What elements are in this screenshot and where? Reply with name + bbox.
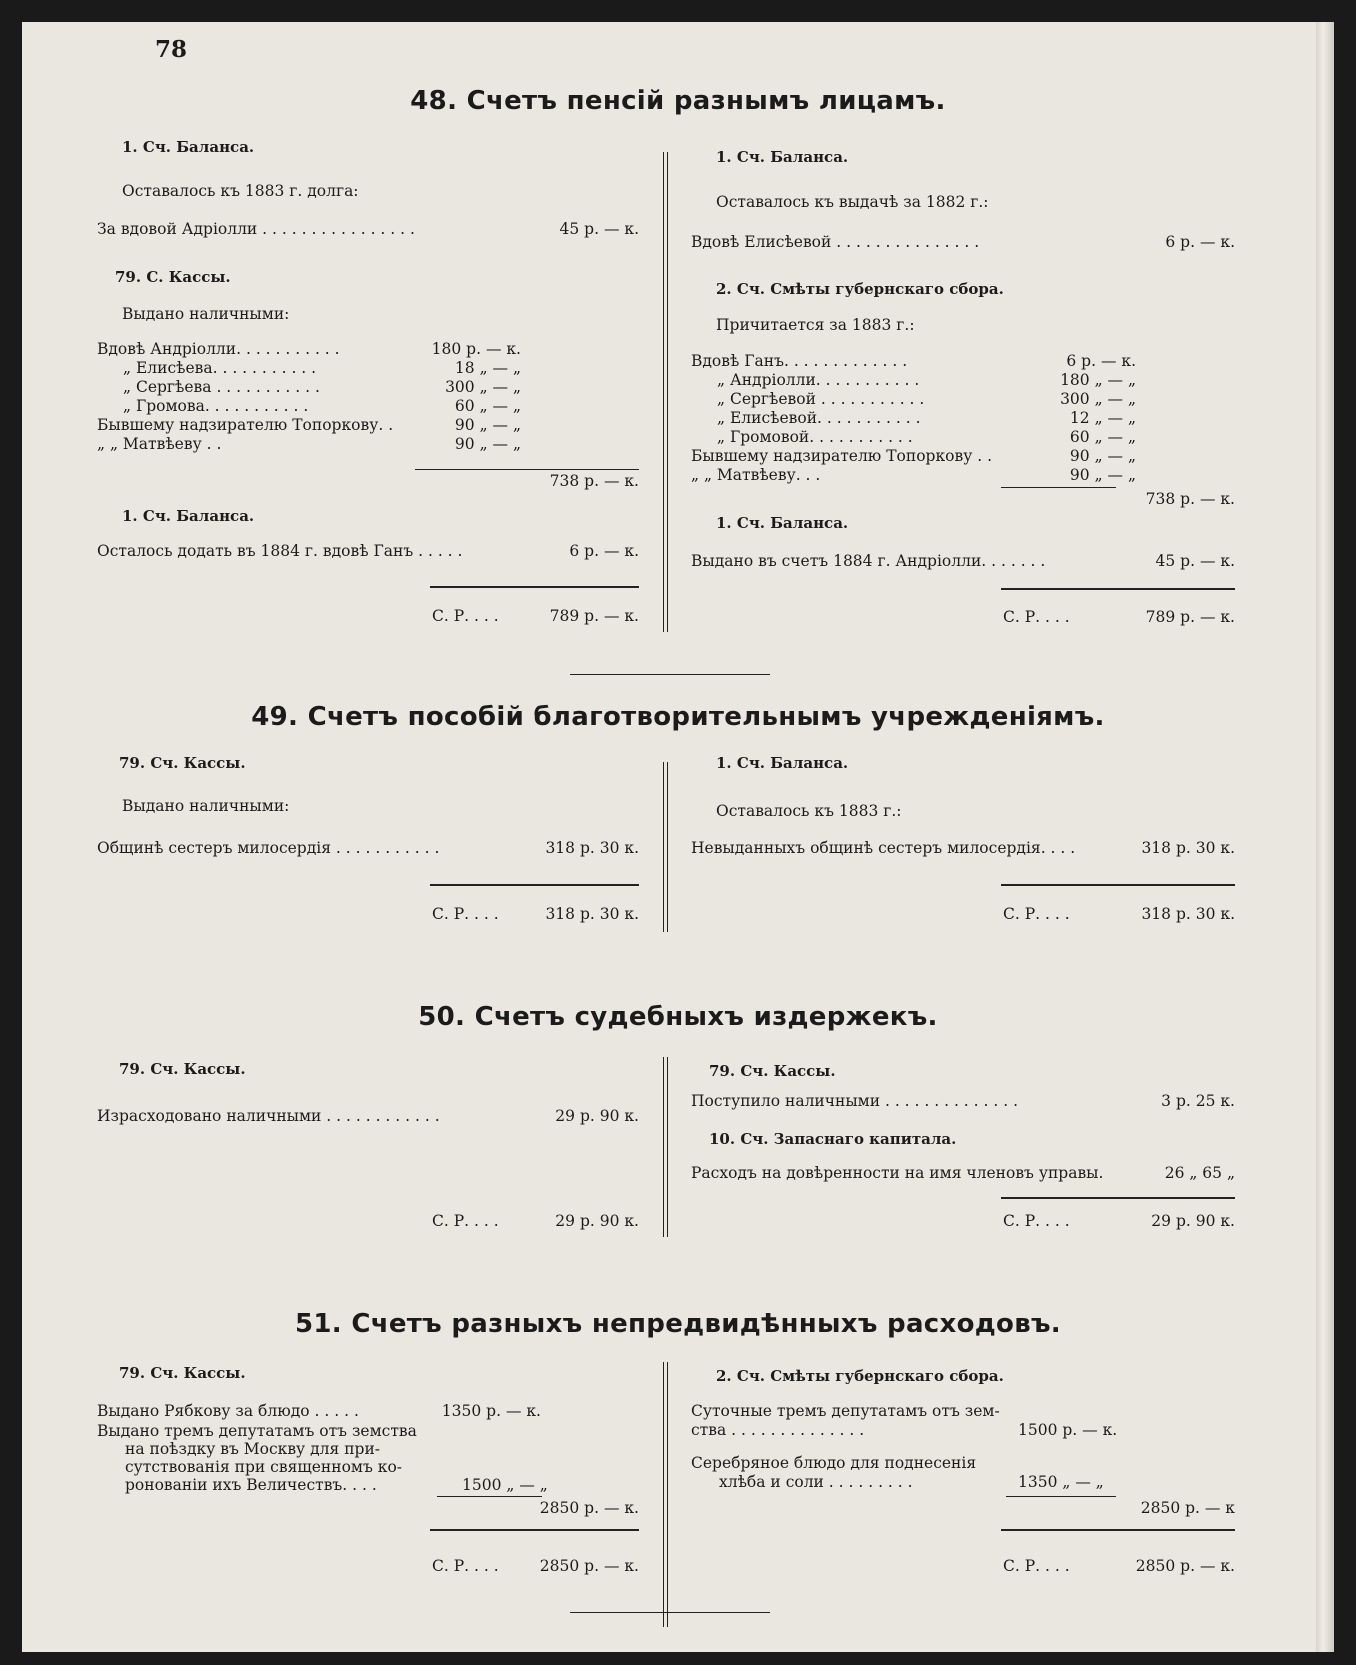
section-48-title: 48. Счетъ пенсій разнымъ лицамъ. bbox=[410, 86, 946, 116]
s48-left-header-1: 1. Сч. Баланса. bbox=[122, 138, 255, 156]
list-item-amount: 90 „ — „ bbox=[1069, 466, 1136, 484]
list-item-label: Вдовѣ Андріолли. . . . . . . . . . . bbox=[97, 340, 340, 358]
list-item-label: „ Сергѣева . . . . . . . . . . . bbox=[123, 378, 320, 396]
s49-right-header-1: 1. Сч. Баланса. bbox=[716, 754, 849, 772]
s50-left-sum-label: С. Р. . . . bbox=[432, 1212, 499, 1230]
s51-left-subtotal: 2850 р. — к. bbox=[539, 1499, 639, 1517]
s49-left-sum-label: С. Р. . . . bbox=[432, 905, 499, 923]
section-48-right: 1. Сч. Баланса. Оставалось къ выдачѣ за 1882 г.: Вдовѣ Елисѣевой . . . . . . . . . . . . . . . 6 р. — к. 2. Сч. Смѣты губернскаго сбора. Причитается за 1883 г.: Вдовѣ Ганъ. . . . . . . . . . . . . 6 р. — к. „ Андріолли. . . . . . . . . . . 180 „ — „ „ Сергѣевой . . . . . . . . . . . 300 „ — „ „ Елисѣевой. . . . . . . . . . . 12 „ — „ „ Громовой. . . . . . . . . . . 60 „ — „ Бывшему надзирателю Топоркову . . 90 „ — „ „ „ Матвѣеву. . . 90 „ — „ 738 р. — к. 1. Сч. Баланса. Выдано въ счетъ 1884 г. Андріолли. . . . . . . 45 р. — к. С. Р. . . . 789 р. — к. bbox=[691, 148, 1235, 626]
section-50-left: 79. Сч. Кассы. Израсходовано наличными . . . . . . . . . . . . 29 р. 90 к. С. Р. . . . 29 р. 90 к. bbox=[97, 1060, 639, 1230]
s48-left-header-2: 79. С. Кассы. bbox=[115, 268, 231, 286]
list-item-label: „ Елисѣева. . . . . . . . . . . bbox=[123, 359, 317, 377]
list-item-amount: 60 „ — „ bbox=[454, 397, 521, 415]
list-item-label: „ Елисѣевой. . . . . . . . . . . bbox=[717, 409, 921, 427]
section-51-right bbox=[691, 22, 1235, 1652]
section-separator-2 bbox=[570, 1612, 770, 1613]
s51-right-row-2-line-1: Серебряное блюдо для поднесенія bbox=[691, 1454, 977, 1472]
s48-right-header-1: 1. Сч. Баланса. bbox=[716, 148, 849, 166]
list-item-label: „ Сергѣевой . . . . . . . . . . . bbox=[717, 390, 925, 408]
ledger-page bbox=[22, 22, 1334, 1652]
s51-right-sum-line bbox=[1001, 1529, 1235, 1531]
s51-left-row-2-amount: 1500 „ — „ bbox=[462, 1476, 548, 1494]
section-50-title: 50. Счетъ судебныхъ издержекъ. bbox=[418, 1002, 938, 1032]
section-49-right: 1. Сч. Баланса. Оставалось къ 1883 г.: Невыданныхъ общинѣ сестеръ милосердія. . . . 318 р. 30 к. С. Р. . . . 318 р. 30 к. bbox=[691, 754, 1235, 923]
list-item-amount: 18 „ — „ bbox=[454, 359, 521, 377]
s51-left-row-2-line-2: на поѣздку въ Москву для при- bbox=[125, 1440, 381, 1458]
list-item-label: „ „ Матвѣеву . . bbox=[97, 435, 222, 453]
list-item-amount: 90 „ — „ bbox=[454, 435, 521, 453]
s51-left-sum-amount: 2850 р. — к. bbox=[539, 1557, 639, 1575]
s51-left-sum-label: С. Р. . . . bbox=[432, 1557, 499, 1575]
list-item-label: „ Громовой. . . . . . . . . . . bbox=[717, 428, 913, 446]
s50-left-sum-amount: 29 р. 90 к. bbox=[555, 1212, 639, 1230]
s51-left-header-1: 79. Сч. Кассы. bbox=[119, 1364, 246, 1382]
s51-right-row-2-line-2: хлѣба и соли . . . . . . . . . bbox=[719, 1473, 913, 1491]
list-item-amount: 12 „ — „ bbox=[1069, 409, 1136, 427]
s48-right-sum-amount: 789 р. — к. bbox=[1145, 608, 1235, 626]
s50-right-sum-amount: 29 р. 90 к. bbox=[1151, 1212, 1235, 1230]
s51-right-header-1: 2. Сч. Смѣты губернскаго сбора. bbox=[716, 1367, 1004, 1385]
page-number: 78 bbox=[155, 36, 188, 63]
s50-right-header-2: 10. Сч. Запаснаго капитала. bbox=[709, 1130, 957, 1148]
s51-right-subtotal: 2850 р. — к bbox=[1140, 1499, 1235, 1517]
s51-left-row-2-line-1: Выдано тремъ депутатамъ отъ земства bbox=[97, 1422, 417, 1440]
s51-right-sum-label: С. Р. . . . bbox=[1003, 1557, 1070, 1575]
section-48-divider bbox=[663, 152, 664, 632]
s48-left-sum-amount: 789 р. — к. bbox=[549, 607, 639, 625]
s49-right-text-1: Оставалось къ 1883 г.: bbox=[716, 802, 902, 820]
s48-right-header-3: 1. Сч. Баланса. bbox=[716, 514, 849, 532]
s49-left-sum-amount: 318 р. 30 к. bbox=[545, 905, 639, 923]
s51-right-row-1-line-2: ства . . . . . . . . . . . . . . bbox=[691, 1421, 865, 1439]
list-item-amount: 60 „ — „ bbox=[1069, 428, 1136, 446]
section-50-right: 79. Сч. Кассы. Поступило наличными . . . . . . . . . . . . . . 3 р. 25 к. 10. Сч. Запаснаго капитала. Расходъ на довѣренности на имя членовъ управы. 26 „ 65 „ С. Р. . . . 29 р. 90 к. bbox=[691, 1062, 1235, 1230]
s49-right-sum-amount: 318 р. 30 к. bbox=[1141, 905, 1235, 923]
book-spine bbox=[1316, 22, 1334, 1652]
list-item-amount: 90 „ — „ bbox=[1069, 447, 1136, 465]
list-item-amount: 300 „ — „ bbox=[445, 378, 521, 396]
list-item-amount: 90 „ — „ bbox=[454, 416, 521, 434]
section-49-divider bbox=[663, 762, 664, 932]
s51-left-row-2-line-3: сутствованія при священномъ ко- bbox=[125, 1458, 403, 1476]
list-item-label: „ „ Матвѣеву. . . bbox=[691, 466, 821, 484]
s48-right-sum-label: С. Р. . . . bbox=[1003, 608, 1070, 626]
s50-right-header-1: 79. Сч. Кассы. bbox=[709, 1062, 836, 1080]
s48-right-header-2: 2. Сч. Смѣты губернскаго сбора. bbox=[716, 280, 1004, 298]
section-51-left: 79. Сч. Кассы. Выдано Рябкову за блюдо . . . . . 1350 р. — к. Выдано тремъ депутатамъ отъ земства на поѣздку въ Москву для при- сутствованія при священномъ ко- ронованіи ихъ Величествъ. . . . 1500 „ — „ 2850 р. — к. С. Р. . . . 2850 р. — к. bbox=[97, 1364, 639, 1575]
list-item-amount: 300 „ — „ bbox=[1060, 390, 1136, 408]
list-item-label: „ Громова. . . . . . . . . . . bbox=[123, 397, 309, 415]
list-item-label: Бывшему надзирателю Топоркову . . bbox=[691, 447, 993, 465]
s48-right-text-1: Оставалось къ выдачѣ за 1882 г.: bbox=[716, 193, 989, 211]
s50-left-header-1: 79. Сч. Кассы. bbox=[119, 1060, 246, 1078]
s51-right-sum-amount: 2850 р. — к. bbox=[1135, 1557, 1235, 1575]
s51-left-sum-line bbox=[430, 1529, 639, 1531]
s51-right-row-1-amount: 1500 р. — к. bbox=[1018, 1421, 1118, 1439]
list-item-amount: 180 р. — к. bbox=[431, 340, 521, 358]
s51-left-row-2-line-4: ронованіи ихъ Величествъ. . . . bbox=[125, 1476, 377, 1494]
s49-right-sum-label: С. Р. . . . bbox=[1003, 905, 1070, 923]
s48-left-subtotal: 738 р. — к. bbox=[549, 472, 639, 490]
list-item-amount: 180 „ — „ bbox=[1060, 371, 1136, 389]
list-item-label: „ Андріолли. . . . . . . . . . . bbox=[717, 371, 920, 389]
s51-right-subtotal-line bbox=[1006, 1496, 1116, 1497]
s51-right-row-1-line-1: Суточные тремъ депутатамъ отъ зем- bbox=[691, 1402, 1000, 1420]
s48-left-text-2: Выдано наличными: bbox=[122, 305, 290, 323]
s49-left-text-1: Выдано наличными: bbox=[122, 797, 290, 815]
section-51-divider bbox=[663, 1362, 664, 1627]
list-item-label: Вдовѣ Ганъ. . . . . . . . . . . . . bbox=[691, 352, 908, 370]
section-49-title: 49. Счетъ пособій благотворительнымъ учрежденіямъ. bbox=[251, 702, 1105, 732]
s49-left-header-1: 79. Сч. Кассы. bbox=[119, 754, 246, 772]
s48-left-text-1: Оставалось къ 1883 г. долга: bbox=[122, 182, 359, 200]
list-item-label: Бывшему надзирателю Топоркову. . bbox=[97, 416, 394, 434]
section-50-divider bbox=[663, 1057, 664, 1237]
section-51-title: 51. Счетъ разныхъ непредвидѣнныхъ расходовъ. bbox=[295, 1309, 1061, 1339]
s50-right-sum-label: С. Р. . . . bbox=[1003, 1212, 1070, 1230]
s48-left-sum-label: С. Р. . . . bbox=[432, 607, 499, 625]
section-49-left: 79. Сч. Кассы. Выдано наличными: Общинѣ сестеръ милосердія . . . . . . . . . . . 318 р. 30 к. С. Р. . . . 318 р. 30 к. bbox=[97, 754, 639, 923]
s48-right-text-2: Причитается за 1883 г.: bbox=[716, 316, 915, 334]
s48-left-header-3: 1. Сч. Баланса. bbox=[122, 507, 255, 525]
list-item-amount: 6 р. — к. bbox=[1066, 352, 1136, 370]
section-48-left: 1. Сч. Баланса. Оставалось къ 1883 г. долга: За вдовой Адріолли . . . . . . . . . . . . . . . . 45 р. — к. 79. С. Кассы. Выдано наличными: Вдовѣ Андріолли. . . . . . . . . . . 180 р. — к. „ Елисѣева. . . . . . . . . . . 18 „ — „ „ Сергѣева . . . . . . . . . . . 300 „ — „ „ Громова. . . . . . . . . . . 60 „ — „ Бывшему надзирателю Топоркову. . 90 „ — „ „ „ Матвѣеву . . 90 „ — „ 738 р. — к. 1. Сч. Баланса. Осталось додать въ 1884 г. вдовѣ Ганъ . . . . . 6 р. — к. С. Р. . . . 789 р. — к. bbox=[97, 138, 639, 625]
s51-left-subtotal-line bbox=[437, 1496, 542, 1497]
s51-right-row-2-amount: 1350 „ — „ bbox=[1018, 1473, 1104, 1491]
s48-right-subtotal: 738 р. — к. bbox=[1145, 490, 1235, 508]
